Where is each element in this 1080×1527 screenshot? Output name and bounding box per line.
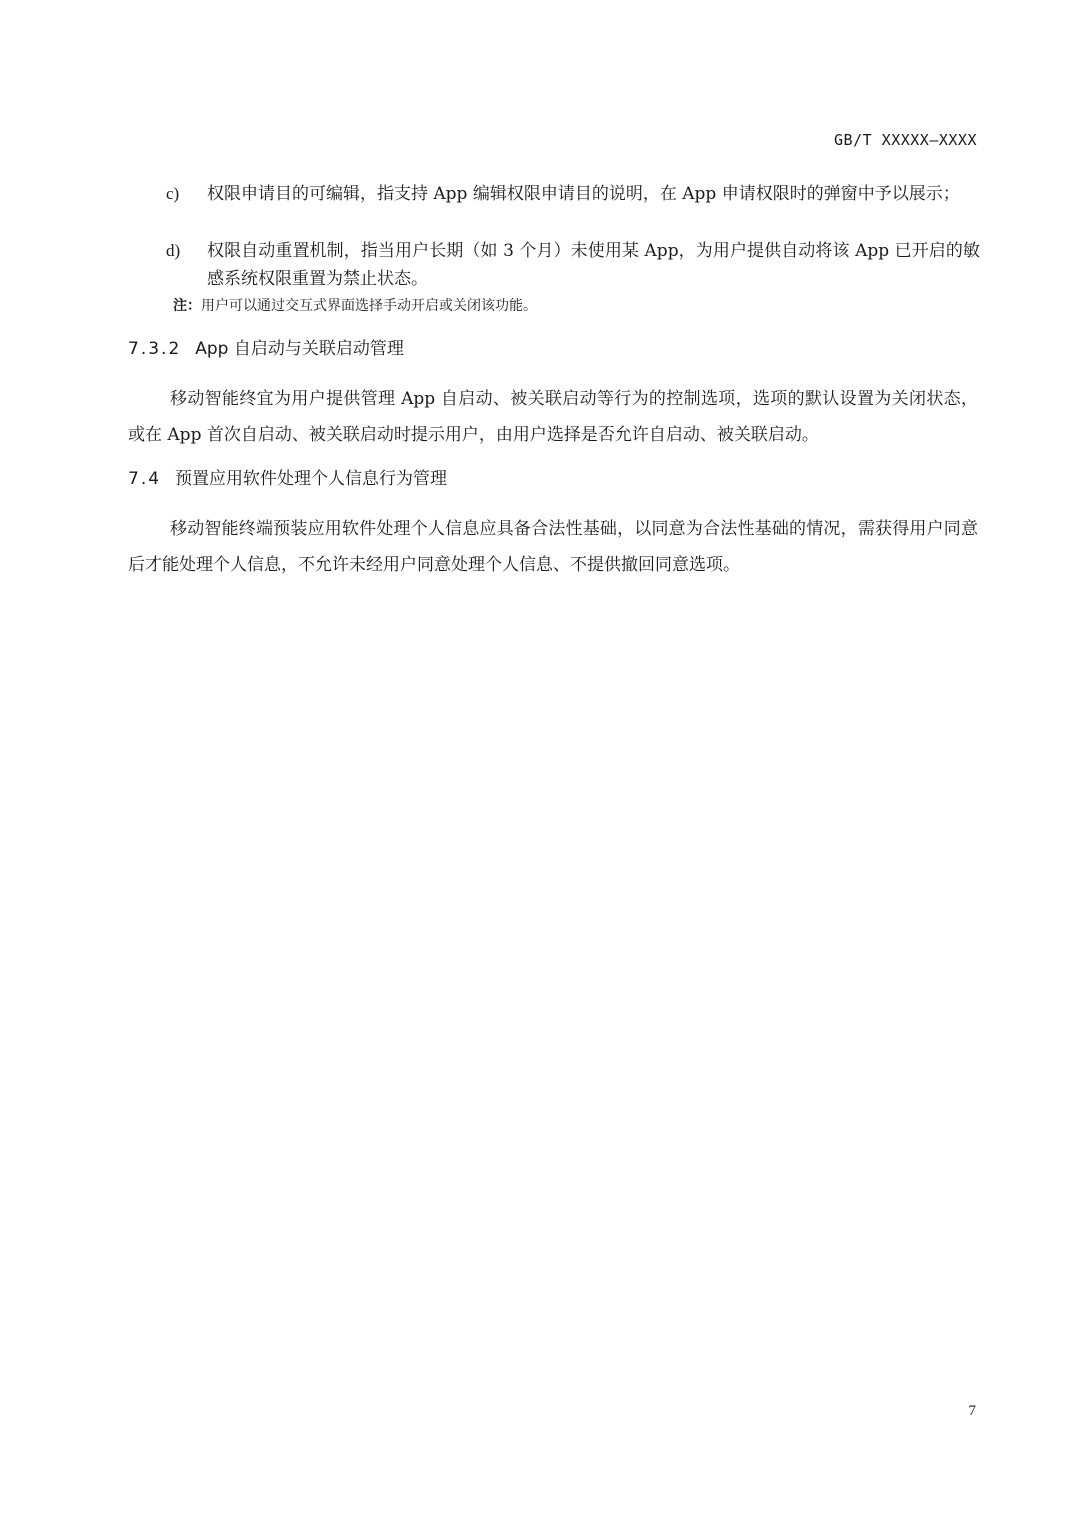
section-title: App 自启动与关联启动管理: [195, 339, 404, 359]
list-item-text: 权限自动重置机制，指当用户长期（如 3 个月）未使用某 App，为用户提供自动将该 App 已开启的敏感系统权限重置为禁止状态。: [207, 241, 980, 289]
section-paragraph-7-3-2: 移动智能终宜为用户提供管理 App 自启动、被关联启动等行为的控制选项，选项的默认设置为关闭状态，或在 App 首次自启动、被关联启动时提示用户，由用户选择是否允许自启动、被关联启动。: [128, 389, 978, 445]
list-marker: c): [166, 184, 180, 203]
note-label: 注：: [173, 298, 201, 314]
list-marker: d): [166, 241, 181, 260]
standard-code: GB/T XXXXX—XXXX: [834, 131, 977, 149]
note-text: 用户可以通过交互式界面选择手动开启或关闭该功能。: [201, 298, 537, 314]
list-item-d: [166, 237, 980, 293]
note: [173, 295, 537, 317]
list-item-text: 权限申请目的可编辑，指支持 App 编辑权限申请目的说明，在 App 申请权限时的弹窗中予以展示；: [207, 184, 960, 204]
section-heading-7-4: [128, 466, 447, 492]
section-number: 7.3.2: [128, 339, 182, 359]
list-item-c: [166, 180, 980, 208]
section-paragraph-7-4: 移动智能终端预装应用软件处理个人信息应具备合法性基础，以同意为合法性基础的情况，需获得用户同意后才能处理个人信息，不允许未经用户同意处理个人信息、不提供撤回同意选项。: [128, 519, 978, 575]
section-heading-7-3-2: [128, 336, 404, 362]
section-number: 7.4: [128, 469, 162, 489]
section-title: 预置应用软件处理个人信息行为管理: [175, 469, 448, 489]
page-number: 7: [968, 1403, 976, 1419]
